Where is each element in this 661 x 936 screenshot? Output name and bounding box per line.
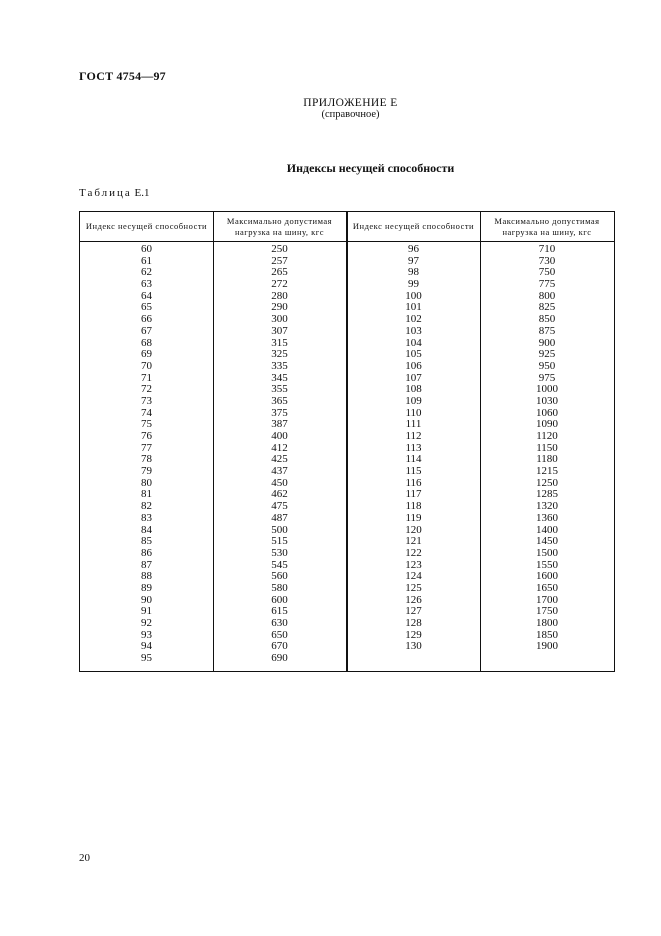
section-title: Индексы несущей способности <box>286 161 455 175</box>
table-cell: 500 <box>271 523 288 536</box>
appendix-subtitle: (справочное) <box>321 109 380 120</box>
table-cell: 87 <box>141 558 152 571</box>
table-cell: 63 <box>141 278 152 291</box>
table-cell: 1215 <box>536 465 558 478</box>
table-cell: 1150 <box>536 441 558 454</box>
header-cell-index-right: Индекс несущей способности <box>352 221 475 231</box>
table-cell: 615 <box>271 605 288 618</box>
table-cell: 105 <box>405 348 422 361</box>
table-cell: 81 <box>141 488 152 501</box>
table-cell: 307 <box>271 324 288 337</box>
column-load-left <box>213 244 346 665</box>
table-cell: 1285 <box>536 488 558 501</box>
table-cell: 412 <box>271 441 288 454</box>
table-cell: 545 <box>271 558 288 571</box>
table-cell: 1360 <box>536 511 558 524</box>
table-cell: 1320 <box>536 500 558 513</box>
table-cell: 128 <box>405 617 422 629</box>
table-cell: 387 <box>271 418 288 431</box>
table-cell: 82 <box>141 500 152 513</box>
table-cell: 280 <box>271 289 288 302</box>
table-cell: 103 <box>405 324 422 337</box>
table-cell: 61 <box>141 254 152 267</box>
table-cell: 1090 <box>536 418 558 431</box>
table-cell: 73 <box>141 394 152 407</box>
table-cell: 800 <box>538 289 556 302</box>
table-cell: 125 <box>405 581 422 594</box>
table-cell: 101 <box>405 301 422 314</box>
table-cell: 75 <box>141 418 152 431</box>
table-cell: 121 <box>405 535 422 548</box>
table-cell: 124 <box>405 570 422 583</box>
table-cell: 475 <box>271 500 288 513</box>
table-cell: 70 <box>141 359 152 372</box>
table-cell: 77 <box>141 441 152 454</box>
table-cell: 96 <box>408 243 419 255</box>
table-cell: 120 <box>405 523 422 536</box>
table-cell: 257 <box>271 254 288 267</box>
table-cell: 71 <box>141 371 152 384</box>
table-cell: 375 <box>271 406 288 419</box>
table-cell: 1550 <box>536 558 558 571</box>
table-cell: 300 <box>271 313 288 326</box>
table-cell: 83 <box>141 511 152 524</box>
table-cell: 80 <box>141 476 152 489</box>
header-cell-index-left: Индекс несущей способности <box>85 221 208 231</box>
table-cell: 126 <box>405 593 422 606</box>
table-cell: 560 <box>271 570 288 583</box>
table-cell: 580 <box>271 581 288 594</box>
table-cell: 670 <box>271 640 288 653</box>
table-cell: 1750 <box>536 605 558 618</box>
table-cell: 102 <box>405 313 422 326</box>
table-cell: 290 <box>271 301 288 314</box>
table-cell: 1850 <box>536 628 558 641</box>
table-cell: 335 <box>271 359 288 372</box>
table-cell: 630 <box>271 617 288 629</box>
table-cell: 600 <box>271 593 288 606</box>
header-cell-load-left: Максимально допустимая нагрузка на шину, кгс <box>226 215 333 237</box>
table-cell: 122 <box>405 546 422 559</box>
table-cell: 710 <box>538 243 556 255</box>
table-cell: 106 <box>405 359 422 372</box>
table-cell: 1030 <box>536 394 558 407</box>
table-cell: 437 <box>271 465 288 478</box>
table-caption-number: Е.1 <box>134 187 150 199</box>
table-cell: 130 <box>405 640 422 653</box>
table-cell: 85 <box>141 535 152 548</box>
table-cell: 62 <box>141 266 152 279</box>
table-cell: 60 <box>141 243 152 255</box>
table-cell: 118 <box>405 500 422 513</box>
table-cell: 925 <box>538 348 556 361</box>
table-cell: 850 <box>538 313 556 326</box>
table-cell: 1450 <box>536 535 558 548</box>
table-cell: 400 <box>271 430 288 442</box>
table-cell: 775 <box>538 278 556 291</box>
table-cell: 127 <box>405 605 422 618</box>
table-cell: 462 <box>271 488 288 501</box>
table-cell: 690 <box>271 652 288 665</box>
table-cell: 1180 <box>536 453 558 466</box>
table-cell: 345 <box>271 371 288 384</box>
table-cell: 365 <box>271 394 288 407</box>
table-cell: 1120 <box>536 430 558 442</box>
table-cell: 1060 <box>536 406 558 419</box>
table-cell: 93 <box>141 628 152 641</box>
table-cell: 1000 <box>536 383 558 396</box>
table-cell: 1500 <box>536 546 558 559</box>
table-cell: 67 <box>141 324 152 337</box>
table-cell: 84 <box>141 523 152 536</box>
appendix-heading <box>0 97 661 121</box>
table-cell: 86 <box>141 546 152 559</box>
column-index-left <box>80 244 213 665</box>
column-index-right <box>347 244 480 653</box>
table-cell: 425 <box>271 453 288 466</box>
table-cell: 119 <box>405 511 422 524</box>
table-cell: 1900 <box>536 640 558 653</box>
table-cell: 110 <box>405 406 422 419</box>
table-cell: 94 <box>141 640 152 653</box>
table-cell: 875 <box>538 324 556 337</box>
table-cell: 530 <box>271 546 288 559</box>
table-cell: 325 <box>271 348 288 361</box>
table-cell: 112 <box>405 430 422 442</box>
table-cell: 950 <box>538 359 556 372</box>
table-cell: 730 <box>538 254 556 267</box>
table-cell: 450 <box>271 476 288 489</box>
page-number: 20 <box>79 852 90 864</box>
table-cell: 515 <box>271 535 288 548</box>
load-index-table <box>79 211 615 672</box>
table-cell: 72 <box>141 383 152 396</box>
table-cell: 68 <box>141 336 152 349</box>
table-cell: 355 <box>271 383 288 396</box>
table-cell: 272 <box>271 278 288 291</box>
table-cell: 975 <box>538 371 556 384</box>
table-cell: 74 <box>141 406 152 419</box>
table-cell: 114 <box>405 453 422 466</box>
table-cell: 123 <box>405 558 422 571</box>
table-cell: 1400 <box>536 523 558 536</box>
table-cell: 89 <box>141 581 152 594</box>
table-cell: 1800 <box>536 617 558 629</box>
standard-number: ГОСТ 4754—97 <box>79 69 166 83</box>
table-cell: 113 <box>405 441 422 454</box>
table-cell: 64 <box>141 289 152 302</box>
table-cell: 250 <box>271 243 288 255</box>
table-cell: 117 <box>405 488 422 501</box>
table-cell: 95 <box>141 652 152 665</box>
table-cell: 129 <box>405 628 422 641</box>
table-cell: 97 <box>408 254 419 267</box>
table-cell: 315 <box>271 336 288 349</box>
table-cell: 108 <box>405 383 422 396</box>
table-cell: 65 <box>141 301 152 314</box>
table-cell: 1700 <box>536 593 558 606</box>
table-cell: 78 <box>141 453 152 466</box>
table-cell: 1250 <box>536 476 558 489</box>
table-caption <box>79 187 150 199</box>
table-cell: 69 <box>141 348 152 361</box>
table-cell: 107 <box>405 371 422 384</box>
table-cell: 900 <box>538 336 556 349</box>
table-cell: 104 <box>405 336 422 349</box>
table-cell: 92 <box>141 617 152 629</box>
table-cell: 265 <box>271 266 288 279</box>
table-cell: 98 <box>408 266 419 279</box>
table-cell: 111 <box>405 418 422 431</box>
table-caption-label: Таблица <box>79 187 132 199</box>
table-cell: 90 <box>141 593 152 606</box>
table-cell: 825 <box>538 301 556 314</box>
table-cell: 91 <box>141 605 152 618</box>
table-cell: 115 <box>405 465 422 478</box>
header-cell-load-right: Максимально допустимая нагрузка на шину, кгс <box>494 215 600 237</box>
table-cell: 99 <box>408 278 419 291</box>
table-cell: 109 <box>405 394 422 407</box>
table-cell: 66 <box>141 313 152 326</box>
table-cell: 650 <box>271 628 288 641</box>
table-cell: 76 <box>141 430 152 442</box>
column-load-right <box>480 244 614 653</box>
table-cell: 88 <box>141 570 152 583</box>
table-cell: 100 <box>405 289 422 302</box>
table-cell: 116 <box>405 476 422 489</box>
table-cell: 1600 <box>536 570 558 583</box>
appendix-title: ПРИЛОЖЕНИЕ Е <box>303 97 398 109</box>
table-cell: 79 <box>141 465 152 478</box>
table-cell: 750 <box>538 266 556 279</box>
table-cell: 1650 <box>536 581 558 594</box>
table-cell: 487 <box>271 511 288 524</box>
